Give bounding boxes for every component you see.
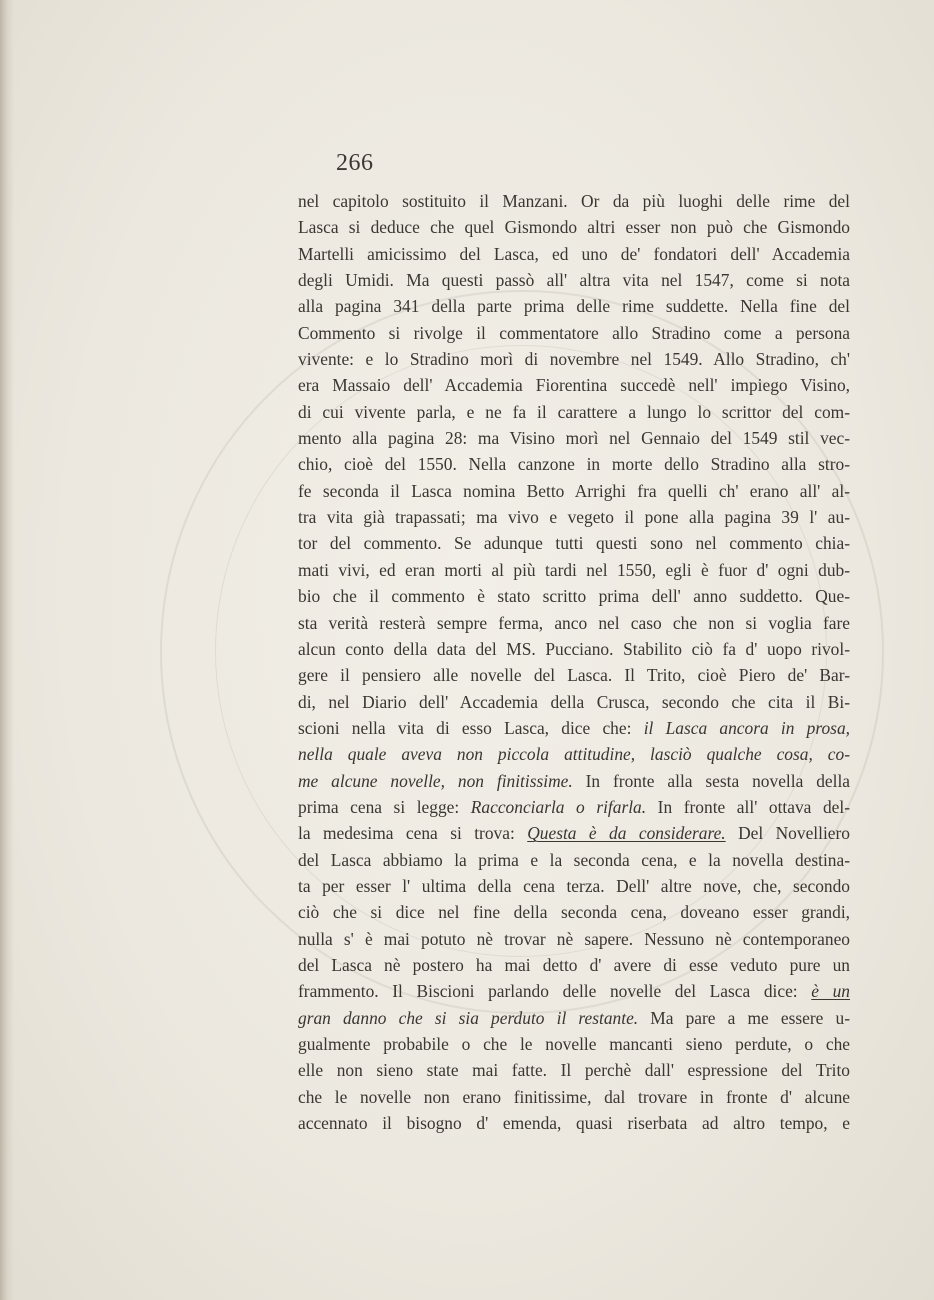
text-line: [298, 293, 850, 319]
text-segment: ciò che si dice nel fine della seconda cena, doveano esser grandi,: [298, 902, 850, 923]
text-line: [298, 320, 850, 346]
text-segment: Martelli amicissimo del Lasca, ed uno de' fondatori dell' Accademia: [298, 243, 850, 264]
emphasized-text: nella quale aveva non piccola attitudine, lasciò qualche cosa, co-: [298, 744, 850, 765]
text-line: [298, 636, 850, 662]
text-line: [298, 557, 850, 583]
text-segment: nulla s' è mai potuto nè trovar nè sapere. Nessuno nè contemporaneo: [298, 928, 850, 949]
text-line: [298, 610, 850, 636]
text-line: [298, 1084, 850, 1110]
text-segment: mati vivi, ed eran morti al più tardi nel 1550, egli è fuor d' ogni dub-: [298, 559, 850, 580]
text-segment: degli Umidi. Ma questi passò all' altra vita nel 1547, come si nota: [298, 270, 850, 291]
text-line: [298, 214, 850, 240]
text-segment: ta per esser l' ultima della cena terza. Dell' altre nove, che, secondo: [298, 875, 850, 896]
text-line: [298, 926, 850, 952]
text-segment: tra vita già trapassati; ma vivo e vegeto il pone alla pagina 39 l' au-: [298, 507, 850, 528]
text-line: [298, 847, 850, 873]
text-line: [298, 1005, 850, 1031]
binding-shadow: [0, 0, 14, 1300]
text-line: [298, 241, 850, 267]
text-segment: la medesima cena si trova:: [298, 823, 528, 844]
text-line: [298, 399, 850, 425]
text-line: [298, 741, 850, 767]
text-segment: Ma pare a me essere u-: [638, 1007, 850, 1028]
text-segment: elle non sieno state mai fatte. Il perchè dall' espressione del Trito: [298, 1060, 850, 1081]
emphasized-text: Questa è da considerare.: [527, 823, 726, 844]
emphasized-text: me alcune novelle, non finitissime.: [298, 770, 573, 791]
text-line: [298, 899, 850, 925]
text-segment: di, nel Diario dell' Accademia della Crusca, secondo che cita il Bi-: [298, 691, 850, 712]
text-line: [298, 689, 850, 715]
emphasized-text: il Lasca ancora in prosa,: [643, 717, 850, 738]
text-segment: In fronte all' ottava del-: [646, 796, 850, 817]
text-line: [298, 425, 850, 451]
text-segment: che le novelle non erano finitissime, dal trovare in fronte d' alcune: [298, 1086, 850, 1107]
text-line: [298, 478, 850, 504]
emphasized-text: è un: [811, 981, 850, 1002]
text-segment: nel capitolo sostituito il Manzani. Or da più luoghi delle rime del: [298, 191, 850, 211]
text-segment: del Lasca abbiamo la prima e la seconda cena, e la novella destina-: [298, 849, 850, 870]
text-segment: accennato il bisogno d' emenda, quasi riserbata ad altro tempo, e: [298, 1113, 850, 1134]
page-number: 266: [336, 150, 374, 176]
text-line: [298, 1031, 850, 1057]
text-segment: era Massaio dell' Accademia Fiorentina succedè nell' impiego Visino,: [298, 375, 850, 396]
emphasized-text: Racconciarla o rifarla.: [470, 796, 647, 817]
text-line: [298, 873, 850, 899]
text-segment: bio che il commento è stato scritto prima dell' anno suddetto. Que-: [298, 586, 850, 607]
text-segment: tor del commento. Se adunque tutti questi sono nel commento chia-: [298, 533, 850, 554]
text-line: [298, 1057, 850, 1083]
text-segment: scioni nella vita di esso Lasca, dice che:: [298, 717, 644, 738]
text-line: [298, 267, 850, 293]
text-line: [298, 583, 850, 609]
text-segment: fe seconda il Lasca nomina Betto Arrighi fra quelli ch' erano all' al-: [298, 480, 850, 501]
text-segment: frammento. Il Biscioni parlando delle novelle del Lasca dice:: [298, 981, 812, 1002]
text-segment: In fronte alla sesta novella della: [572, 770, 850, 791]
text-line: [298, 372, 850, 398]
text-segment: vivente: e lo Stradino morì di novembre nel 1549. Allo Stradino, ch': [298, 349, 850, 370]
text-line: [298, 504, 850, 530]
text-segment: mento alla pagina 28: ma Visino morì nel Gennaio del 1549 stil vec-: [298, 428, 850, 449]
text-line: [298, 978, 850, 1004]
text-segment: di cui vivente parla, e ne fa il carattere a lungo lo scrittor del com-: [298, 401, 850, 422]
text-segment: alcun conto della data del MS. Pucciano. Stabilito ciò fa d' uopo rivol-: [298, 638, 850, 659]
text-line: [298, 188, 850, 214]
text-segment: Del Novelliero: [725, 823, 850, 844]
text-segment: gere il pensiero alle novelle del Lasca. Il Trito, cioè Piero de' Bar-: [298, 665, 850, 686]
text-line: [298, 1110, 850, 1136]
text-line: [298, 820, 850, 846]
text-segment: del Lasca nè postero ha mai detto d' avere di esse veduto pure un: [298, 954, 850, 975]
text-segment: alla pagina 341 della parte prima delle rime suddette. Nella fine del: [298, 296, 850, 317]
text-line: [298, 952, 850, 978]
text-segment: Commento si rivolge il commentatore allo Stradino come a persona: [298, 322, 850, 343]
text-segment: Lasca si deduce che quel Gismondo altri esser non può che Gismondo: [298, 217, 850, 238]
body-text: [298, 188, 850, 1136]
text-line: [298, 530, 850, 556]
text-line: [298, 451, 850, 477]
text-line: [298, 715, 850, 741]
text-line: [298, 768, 850, 794]
text-segment: gualmente probabile o che le novelle mancanti sieno perdute, o che: [298, 1034, 850, 1054]
text-line: [298, 346, 850, 372]
emphasized-text: gran danno che si sia perduto il restante.: [298, 1007, 639, 1028]
text-line: [298, 662, 850, 688]
text-line: [298, 794, 850, 820]
text-segment: chio, cioè del 1550. Nella canzone in morte dello Stradino alla stro-: [298, 454, 850, 475]
text-segment: prima cena si legge:: [298, 796, 471, 817]
text-segment: sta verità resterà sempre ferma, anco nel caso che non si voglia fare: [298, 612, 850, 633]
